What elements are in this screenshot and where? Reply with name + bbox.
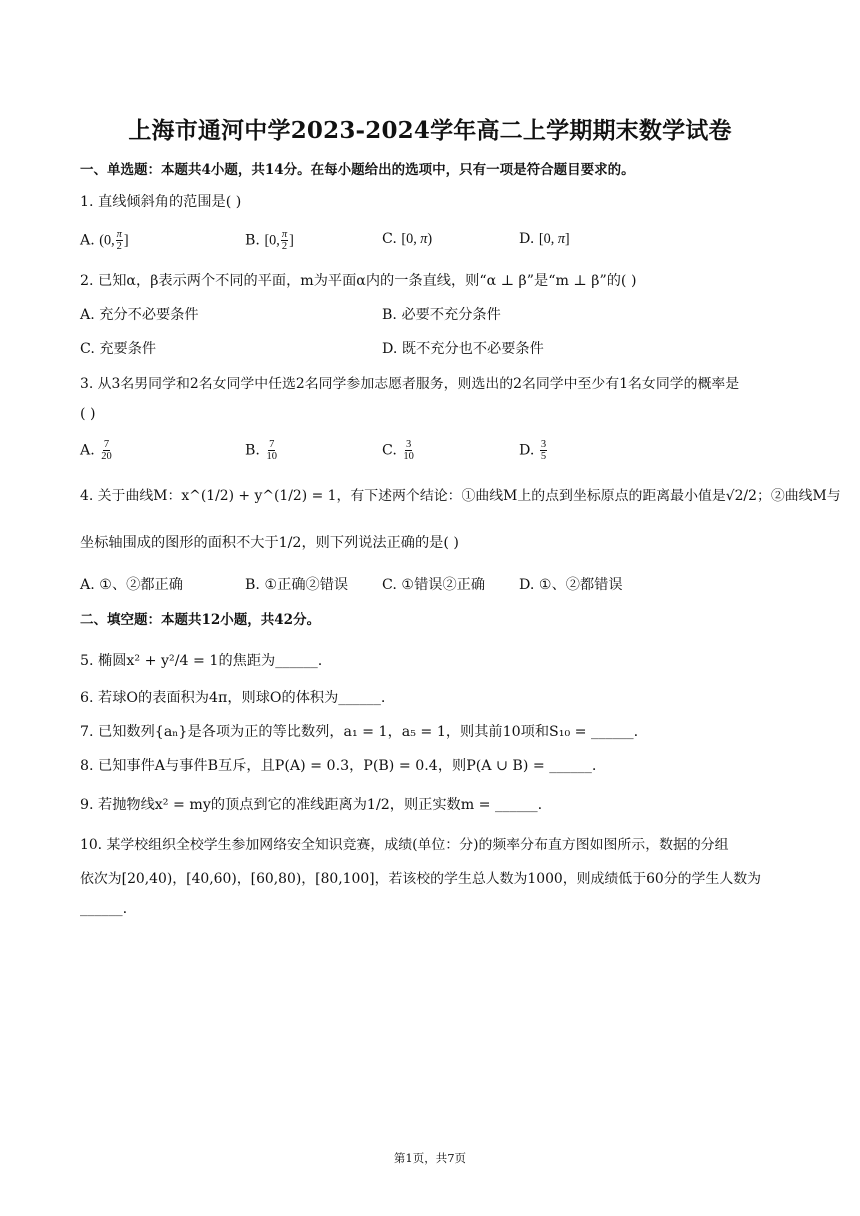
section-heading-single-choice: 一、单选题：本题共4小题，共14分。在每小题给出的选项中，只有一项是符合题目要求的。 bbox=[80, 162, 635, 178]
question-2-option-d: D. 既不充分也不必要条件 bbox=[382, 341, 544, 357]
question-1-option-d: D. [0, π] bbox=[519, 231, 570, 247]
page-footer: 第1页，共7页 bbox=[393, 1151, 467, 1165]
question-4-stem-continued: 坐标轴围成的图形的面积不大于1/2，则下列说法正确的是( ) bbox=[80, 535, 459, 551]
question-3-option-c: C. $\frac{3}{10}$ bbox=[382, 439, 414, 462]
question-9: 9. 若抛物线x² = my的顶点到它的准线距离为1/2，则正实数m = ______. bbox=[80, 797, 543, 813]
question-8: 8. 已知事件A与事件B互斥，且P(A) = 0.3，P(B) = 0.4，则P(A ∪ B) = ______. bbox=[80, 758, 597, 774]
question-10-line-3: ______. bbox=[80, 901, 128, 917]
question-3-stem: 3. 从3名男同学和2名女同学中任选2名同学参加志愿者服务，则选出的2名同学中至少有1名女同学的概率是 bbox=[80, 376, 740, 392]
question-2-stem: 2. 已知α，β表示两个不同的平面，m为平面α内的一条直线，则“α ⊥ β”是“m ⊥ β”的( ) bbox=[80, 273, 637, 289]
question-10-line-2: 依次为[20,40)，[40,60)，[60,80)，[80,100]，若该校的学生总人数为1000，则成绩低于60分的学生人数为 bbox=[80, 871, 762, 887]
question-4-stem: 4. 关于曲线M：x^(1/2) + y^(1/2) = 1，有下述两个结论：①曲线M上的点到坐标原点的距离最小值是√2/2；②曲线M与 bbox=[80, 488, 841, 504]
page-title: 上海市通河中学2023-2024学年高二上学期期末数学试卷 bbox=[128, 117, 732, 144]
question-2-option-b: B. 必要不充分条件 bbox=[382, 307, 501, 323]
question-1-stem: 1. 直线倾斜角的范围是( ) bbox=[80, 194, 242, 210]
question-3-option-d: D. $\frac{3}{5}$ bbox=[519, 439, 547, 462]
question-3-stem-continued: ( ) bbox=[80, 406, 96, 422]
question-3-option-b: B. $\frac{7}{10}$ bbox=[245, 439, 277, 462]
question-4-option-c: C. ①错误②正确 bbox=[382, 577, 486, 593]
question-4-option-b: B. ①正确②错误 bbox=[245, 577, 349, 593]
question-6: 6. 若球O的表面积为4π，则球O的体积为______. bbox=[80, 690, 386, 706]
question-4-option-d: D. ①、②都错误 bbox=[519, 577, 623, 593]
question-1-option-a: A. (0, $\frac{\pi}{2}$ ] bbox=[80, 229, 129, 252]
question-3-option-a: A. $\frac{7}{20}$ bbox=[80, 439, 112, 462]
question-2-option-c: C. 充要条件 bbox=[80, 341, 157, 357]
question-4-option-a: A. ①、②都正确 bbox=[80, 577, 183, 593]
question-7: 7. 已知数列{aₙ}是各项为正的等比数列，a₁ = 1，a₅ = 1，则其前10项和S₁₀ = ______. bbox=[80, 724, 639, 740]
question-1-option-c: C. [0, π) bbox=[382, 231, 433, 247]
section-heading-fill-blank: 二、填空题：本题共12小题，共42分。 bbox=[80, 612, 321, 628]
question-10-line-1: 10. 某学校组织全校学生参加网络安全知识竞赛，成绩(单位：分)的频率分布直方图如图所示，数据的分组 bbox=[80, 837, 729, 853]
question-5: 5. 椭圆x² + y²/4 = 1的焦距为______. bbox=[80, 653, 323, 669]
question-1-option-b: B. [0, $\frac{\pi}{2}$ ] bbox=[245, 229, 294, 252]
question-2-option-a: A. 充分不必要条件 bbox=[80, 307, 199, 323]
